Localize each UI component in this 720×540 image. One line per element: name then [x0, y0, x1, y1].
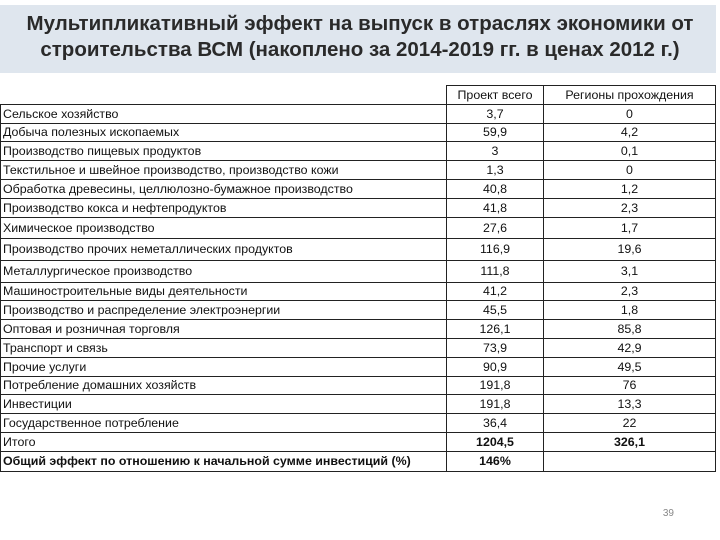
regions-value: 1,8 — [544, 301, 716, 320]
project-total-value: 3,7 — [447, 104, 544, 123]
project-total-value: 59,9 — [447, 123, 544, 142]
regions-value: 3,1 — [544, 260, 716, 282]
project-total-value: 191,8 — [447, 395, 544, 414]
table-row — [1, 217, 716, 238]
table-row — [1, 142, 716, 161]
header-cell-industry — [1, 86, 447, 105]
regions-value: 0,1 — [544, 142, 716, 161]
row-label: Сельское хозяйство — [1, 104, 447, 123]
summary-regions-value — [544, 451, 716, 471]
slide-title — [0, 5, 716, 73]
project-total-value: 41,8 — [447, 198, 544, 217]
page-number: 39 — [662, 508, 674, 519]
row-label: Машиностроительные виды деятельности — [1, 282, 447, 301]
row-label: Прочие услуги — [1, 357, 447, 376]
summary-project-value: 146% — [447, 451, 544, 471]
table-row — [1, 357, 716, 376]
regions-value: 4,2 — [544, 123, 716, 142]
table-header-row — [1, 86, 716, 105]
row-label: Добыча полезных ископаемых — [1, 123, 447, 142]
total-label: Итого — [1, 432, 447, 451]
table-row — [1, 238, 716, 260]
row-label: Производство пищевых продуктов — [1, 142, 447, 161]
row-label: Производство прочих неметаллических продуктов — [1, 238, 447, 260]
regions-value: 76 — [544, 376, 716, 395]
table-row — [1, 123, 716, 142]
table-row — [1, 395, 716, 414]
table-row — [1, 104, 716, 123]
project-total-value: 45,5 — [447, 301, 544, 320]
regions-value: 19,6 — [544, 238, 716, 260]
table-row — [1, 198, 716, 217]
table-row — [1, 282, 716, 301]
project-total-value: 126,1 — [447, 320, 544, 339]
row-label: Производство кокса и нефтепродуктов — [1, 198, 447, 217]
row-label: Металлургическое производство — [1, 260, 447, 282]
summary-row — [1, 451, 716, 471]
slide-title-line-1: Мультипликативный эффект на выпуск в отраслях экономики от — [26, 12, 694, 35]
regions-value: 13,3 — [544, 395, 716, 414]
regions-value: 22 — [544, 414, 716, 433]
summary-label: Общий эффект по отношению к начальной сумме инвестиций (%) — [1, 451, 447, 471]
table-row — [1, 179, 716, 198]
project-total-value: 27,6 — [447, 217, 544, 238]
project-total-value: 36,4 — [447, 414, 544, 433]
table-row — [1, 320, 716, 339]
regions-value: 42,9 — [544, 338, 716, 357]
total-regions-value: 326,1 — [544, 432, 716, 451]
regions-value: 0 — [544, 161, 716, 180]
project-total-value: 111,8 — [447, 260, 544, 282]
project-total-value: 41,2 — [447, 282, 544, 301]
table-row — [1, 301, 716, 320]
regions-value: 85,8 — [544, 320, 716, 339]
regions-value: 2,3 — [544, 282, 716, 301]
total-row — [1, 432, 716, 451]
row-label: Химическое производство — [1, 217, 447, 238]
regions-value: 1,7 — [544, 217, 716, 238]
project-total-value: 73,9 — [447, 338, 544, 357]
project-total-value: 90,9 — [447, 357, 544, 376]
row-label: Инвестиции — [1, 395, 447, 414]
row-label: Производство и распределение электроэнергии — [1, 301, 447, 320]
row-label: Государственное потребление — [1, 414, 447, 433]
table-row — [1, 260, 716, 282]
row-label: Оптовая и розничная торговля — [1, 320, 447, 339]
multiplier-effect-table — [0, 85, 716, 472]
row-label: Текстильное и швейное производство, производство кожи — [1, 161, 447, 180]
project-total-value: 191,8 — [447, 376, 544, 395]
row-label: Потребление домашних хозяйств — [1, 376, 447, 395]
table-row — [1, 161, 716, 180]
table-row — [1, 376, 716, 395]
regions-value: 49,5 — [544, 357, 716, 376]
table-row — [1, 338, 716, 357]
project-total-value: 1,3 — [447, 161, 544, 180]
project-total-value: 40,8 — [447, 179, 544, 198]
header-cell-regions: Регионы прохождения — [544, 86, 716, 105]
table-row — [1, 414, 716, 433]
project-total-value: 116,9 — [447, 238, 544, 260]
total-project-value: 1204,5 — [447, 432, 544, 451]
row-label: Обработка древесины, целлюлозно-бумажное производство — [1, 179, 447, 198]
slide-title-line-2: строительства ВСМ (накоплено за 2014-2019 гг. в ценах 2012 г.) — [40, 38, 680, 61]
row-label: Транспорт и связь — [1, 338, 447, 357]
header-cell-project-total: Проект всего — [447, 86, 544, 105]
regions-value: 1,2 — [544, 179, 716, 198]
project-total-value: 3 — [447, 142, 544, 161]
regions-value: 0 — [544, 104, 716, 123]
regions-value: 2,3 — [544, 198, 716, 217]
